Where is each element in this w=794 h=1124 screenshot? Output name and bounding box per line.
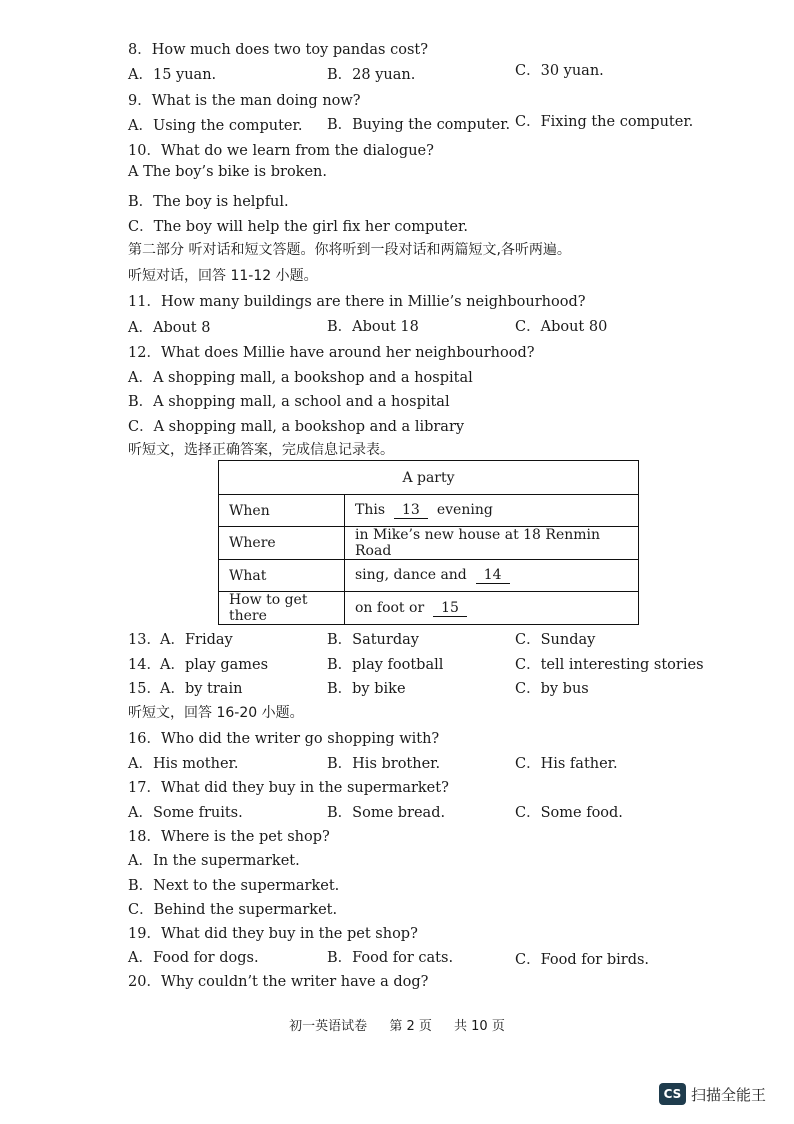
question-10-option-b: B．The boy is helpful. — [128, 194, 289, 210]
question-11-option-b: B．About 18 — [327, 319, 419, 335]
row-label-how: How to get there — [219, 592, 345, 625]
row-value-what: sing, dance and 14 — [345, 560, 639, 592]
footer-total-pages: 共 10 页 — [454, 1019, 505, 1034]
question-17-stem: 17．What did they buy in the supermarket? — [128, 780, 449, 796]
section-instruction-11-12: 听短对话，回答 11-12 小题。 — [128, 268, 318, 284]
row-label-where: Where — [219, 527, 345, 560]
question-13-option-b: B．Saturday — [327, 632, 419, 648]
question-16-stem: 16．Who did the writer go shopping with? — [128, 731, 440, 747]
question-16-option-c: C．His father. — [515, 756, 618, 772]
question-11-stem: 11．How many buildings are there in Millie’s neighbourhood? — [128, 294, 586, 310]
question-8-stem: 8．How much does two toy pandas cost? — [128, 42, 428, 58]
question-14-number: 14． — [128, 657, 161, 673]
row-value-when: This 13 evening — [345, 495, 639, 527]
question-12-option-a: A．A shopping mall, a bookshop and a hospital — [128, 370, 473, 386]
question-11-option-c: C．About 80 — [515, 319, 608, 335]
question-19-option-c: C．Food for birds. — [515, 952, 650, 968]
row-label-when: When — [219, 495, 345, 527]
question-14-option-a: A．play games — [160, 657, 269, 673]
watermark-text: 扫描全能王 — [691, 1085, 767, 1104]
question-8-option-c: C．30 yuan. — [515, 63, 604, 79]
question-13-option-c: C．Sunday — [515, 632, 596, 648]
question-9-option-b: B．Buying the computer. — [327, 117, 511, 133]
question-15-option-a: A．by train — [160, 681, 243, 697]
question-14-option-b: B．play football — [327, 657, 444, 673]
question-19-option-a: A．Food for dogs. — [128, 950, 259, 966]
party-info-table — [218, 460, 639, 625]
section-instruction-13-15: 听短文，选择正确答案，完成信息记录表。 — [128, 442, 394, 458]
question-14-option-c: C．tell interesting stories — [515, 657, 704, 673]
footer-page-number: 第 2 页 — [389, 1019, 432, 1034]
table-row — [219, 495, 639, 527]
question-15-option-c: C．by bus — [515, 681, 589, 697]
row-label-what: What — [219, 560, 345, 592]
question-12-stem: 12．What does Millie have around her neighbourhood? — [128, 345, 535, 361]
question-9-option-c: C．Fixing the computer. — [515, 114, 694, 130]
question-17-option-b: B．Some bread. — [327, 805, 446, 821]
question-12-option-b: B．A shopping mall, a school and a hospital — [128, 394, 450, 410]
page-footer — [0, 1015, 794, 1034]
blank-13: 13 — [394, 503, 428, 519]
question-18-option-a: A．In the supermarket. — [128, 853, 300, 869]
question-8-option-a: A．15 yuan. — [128, 67, 217, 83]
camscanner-icon: CS — [659, 1083, 686, 1105]
section-instruction-16-20: 听短文，回答 16-20 小题。 — [128, 705, 304, 721]
question-18-stem: 18．Where is the pet shop? — [128, 829, 330, 845]
question-17-option-a: A．Some fruits. — [128, 805, 243, 821]
question-19-option-b: B．Food for cats. — [327, 950, 454, 966]
row-value-where: in Mike’s new house at 18 Renmin Road — [345, 527, 639, 560]
question-17-option-c: C．Some food. — [515, 805, 623, 821]
question-15-option-b: B．by bike — [327, 681, 406, 697]
question-13-number: 13． — [128, 632, 161, 648]
part-2-heading: 第二部分 听对话和短文答题。你将听到一段对话和两篇短文,各听两遍。 — [128, 242, 571, 258]
scanner-watermark — [659, 1083, 766, 1105]
question-9-stem: 9．What is the man doing now? — [128, 93, 361, 109]
table-row — [219, 560, 639, 592]
table-title: A party — [219, 461, 639, 495]
question-13-option-a: A．Friday — [160, 632, 233, 648]
question-18-option-c: C．Behind the supermarket. — [128, 902, 338, 918]
question-16-option-b: B．His brother. — [327, 756, 441, 772]
question-19-stem: 19．What did they buy in the pet shop? — [128, 926, 418, 942]
question-10-option-a: A The boy’s bike is broken. — [128, 164, 327, 180]
question-11-option-a: A．About 8 — [128, 320, 211, 336]
blank-15: 15 — [433, 601, 467, 617]
question-9-option-a: A．Using the computer. — [128, 118, 303, 134]
question-20-stem: 20．Why couldn’t the writer have a dog? — [128, 974, 429, 990]
blank-14: 14 — [476, 568, 510, 584]
table-row — [219, 527, 639, 560]
question-8-option-b: B．28 yuan. — [327, 67, 416, 83]
question-10-stem: 10．What do we learn from the dialogue? — [128, 143, 434, 159]
question-16-option-a: A．His mother. — [128, 756, 239, 772]
table-row — [219, 592, 639, 625]
question-15-number: 15． — [128, 681, 161, 697]
question-10-option-c: C．The boy will help the girl fix her computer. — [128, 219, 468, 235]
question-18-option-b: B．Next to the supermarket. — [128, 878, 340, 894]
row-value-how: on foot or 15 — [345, 592, 639, 625]
question-12-option-c: C．A shopping mall, a bookshop and a library — [128, 419, 465, 435]
footer-exam-title: 初一英语试卷 — [289, 1019, 368, 1034]
